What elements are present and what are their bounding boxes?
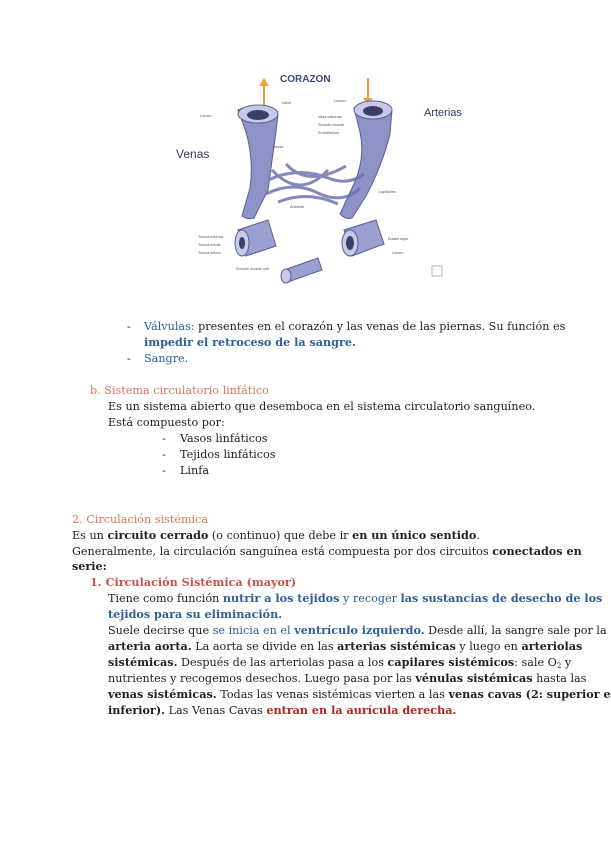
figure-title: CORAZON xyxy=(280,74,331,85)
valvulas-label: Válvulas: xyxy=(144,320,195,333)
bullet-dash: - xyxy=(127,320,131,333)
label-endo: Endothelium xyxy=(318,131,340,135)
sub1-line2: tejidos para su eliminación. xyxy=(108,607,283,621)
label-smoothcell: Smooth muscle cell xyxy=(236,267,269,271)
lymph-item: Linfa xyxy=(180,464,210,477)
bullet-dash: - xyxy=(127,352,131,365)
figure-left-label: Venas xyxy=(176,147,210,161)
label-externa: Tunica externa xyxy=(198,235,223,239)
figure-right-label: Arterias xyxy=(424,107,462,119)
bullet-dash: - xyxy=(162,432,166,445)
blood-vessels-figure xyxy=(168,70,462,292)
vessel-cross-sections xyxy=(235,220,384,283)
sub1-line5: sistémicas. Después de las arteriolas pasa a los capilares sistémicos: sale $O_2$ y xyxy=(108,655,572,670)
valvulas-bold: impedir el retroceso de la sangre. xyxy=(144,335,356,349)
label-media: Tunica media xyxy=(198,243,221,247)
logo-mark xyxy=(432,266,442,276)
sub1-line6: nutrientes y recogemos desechos. Luego pasa por las vénulas sistémicas hasta las xyxy=(108,671,587,685)
lymph-item: Vasos linfáticos xyxy=(180,432,268,445)
label-elastic: Elastic layer xyxy=(388,237,409,241)
sangre-item: Sangre. xyxy=(144,352,189,365)
section2-heading: 2. Circulación sistémica xyxy=(72,513,209,526)
valvulas-line: Válvulas: presentes en el corazón y las venas de las piernas. Su función es xyxy=(144,320,566,333)
sub1-line3: Suele decirse que se inicia en el ventrículo izquierdo. Desde allí, la sangre sale por la xyxy=(108,623,607,637)
label-valve: Valve xyxy=(282,101,292,105)
sub1-heading: 1. Circulación Sistémica (mayor) xyxy=(90,575,297,589)
section-b-heading: b. Sistema circulatorio linfático xyxy=(90,384,269,397)
label-vasa: Vasa vasorum xyxy=(318,115,342,119)
bullet-dash: - xyxy=(162,464,166,477)
section-b-line1: Es un sistema abierto que desemboca en el sistema circulatorio sanguíneo. xyxy=(108,400,536,413)
sub1-line7: venas sistémicas. Todas las venas sistémicas vierten a las venas cavas (2: superior e xyxy=(108,687,611,701)
label-smooth: Smooth muscle xyxy=(318,123,345,127)
label-venule: Venule xyxy=(272,145,284,149)
section2-p2: Generalmente, la circulación sanguínea está compuesta por dos circuitos conectados en xyxy=(72,544,582,558)
sub1-line4: arteria aorta. La aorta se divide en las arterias sistémicas y luego en arteriolas xyxy=(108,639,583,653)
section2-p1: Es un circuito cerrado (o continuo) que debe ir en un único sentido. xyxy=(72,528,480,542)
label-lumen-right: Lumen xyxy=(334,99,346,103)
label-lumen-left: Lumen xyxy=(200,114,212,118)
sub1-line1: Tiene como función nutrir a los tejidos y recoger las sustancias de desecho de los xyxy=(108,591,603,605)
label-capillaries: Capillaries xyxy=(378,190,396,194)
label-lumen-bottom: Lumen xyxy=(392,251,404,255)
sub1-line8: inferior). Las Venas Cavas entran en la aurícula derecha. xyxy=(108,703,457,717)
vein-drawing xyxy=(238,105,278,219)
label-intima: Tunica intima xyxy=(198,251,221,255)
arrow-up-icon xyxy=(259,78,269,108)
bullet-dash: - xyxy=(162,448,166,461)
lymph-item: Tejidos linfáticos xyxy=(180,448,276,461)
label-arteriole: Arteriole xyxy=(290,205,305,209)
artery-drawing xyxy=(340,101,392,219)
section2-p2-cont: serie: xyxy=(72,559,107,573)
section-b-line2: Está compuesto por: xyxy=(108,416,225,429)
